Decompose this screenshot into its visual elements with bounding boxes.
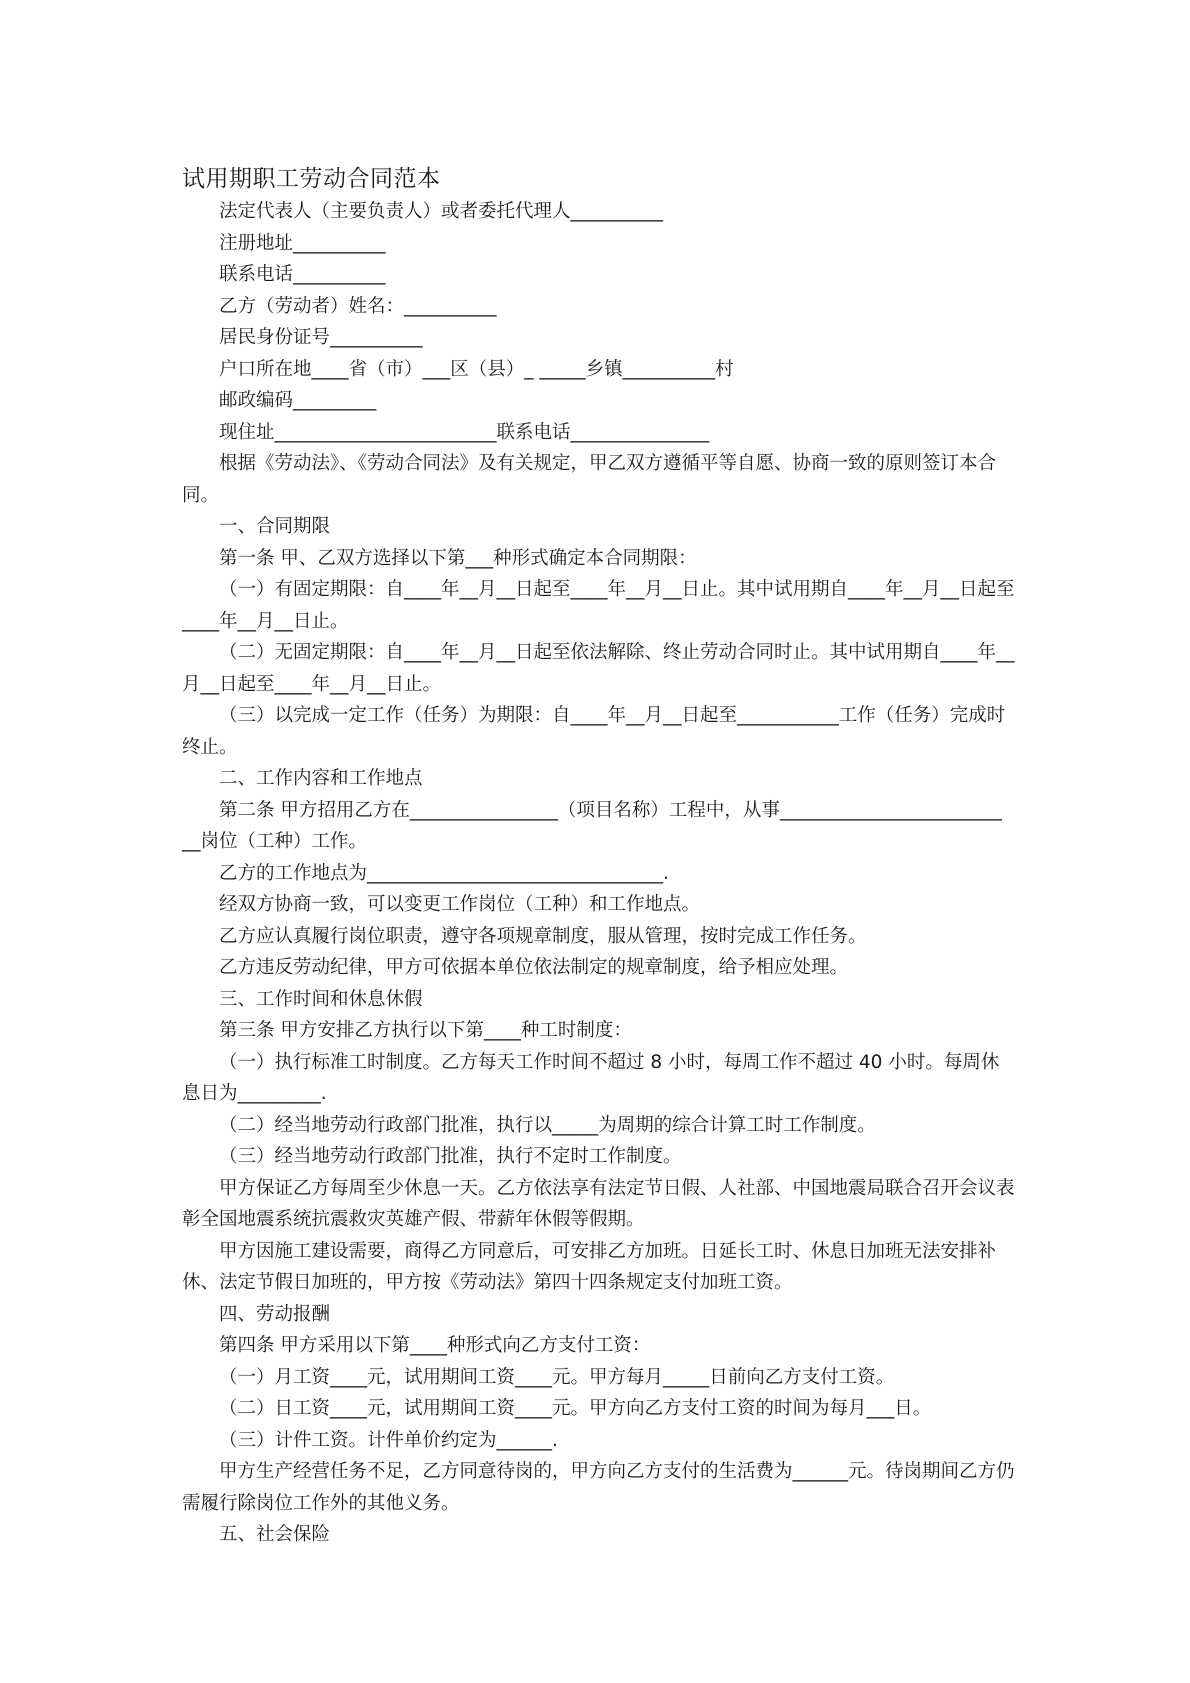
paragraph: 乙方违反劳动纪律，甲方可依据本单位依法制定的规章制度，给予相应处理。: [219, 957, 849, 978]
paragraph: 现住址________________________联系电话_______________: [219, 421, 710, 443]
paragraph: 甲方保证乙方每周至少休息一天。乙方依法享有法定节日假、人社部、中国地震局联合召开会议表彰全国地震系统抗震救灾英雄产假、带薪年休假等假期。: [182, 1177, 1015, 1230]
paragraph: （一）月工资____元，试用期间工资____元。甲方每月_____日前向乙方支付工资。: [219, 1366, 895, 1388]
paragraph: 二、工作内容和工作地点: [219, 768, 423, 789]
paragraph: 联系电话__________: [219, 264, 386, 285]
paragraph: （三）计件工资。计件单价约定为______.: [219, 1429, 558, 1451]
paragraph: 法定代表人（主要负责人）或者委托代理人__________: [219, 201, 664, 222]
paragraph: 第二条 甲方招用乙方在________________（项目名称）工程中，从事________________________ __岗位（工种）工作。: [182, 799, 1002, 852]
paragraph: （一）有固定期限：自____年__月__日起至____年__月__日止。其中试用期自____年__月__日起至____年__月__日止。: [182, 579, 1015, 632]
paragraph: 根据《劳动法》、《劳动合同法》及有关规定，甲乙双方遵循平等自愿、协商一致的原则签订本合同。: [182, 453, 997, 506]
paragraph: 乙方应认真履行岗位职责，遵守各项规章制度，服从管理，按时完成工作任务。: [219, 925, 867, 947]
paragraph: （二）无固定期限：自____年__月__日起至依法解除、终止劳动合同时止。其中试用期自____年__月__日起至____年__月__日止。: [182, 642, 1015, 695]
paragraph: 三、工作时间和休息休假: [219, 988, 423, 1010]
paragraph: 第一条 甲、乙双方选择以下第___种形式确定本合同期限：: [219, 547, 697, 569]
paragraph: 邮政编码_________: [219, 390, 377, 411]
paragraph: 四、劳动报酬: [219, 1303, 331, 1325]
paragraph: 乙方的工作地点为________________________________.: [219, 862, 669, 884]
paragraph: 注册地址__________: [219, 232, 386, 254]
paragraph: 居民身份证号__________: [219, 327, 423, 348]
paragraph: 一、合同期限: [219, 516, 331, 537]
paragraph: 第三条 甲方安排乙方执行以下第____种工时制度：: [219, 1020, 632, 1041]
paragraph: 乙方（劳动者）姓名：__________: [219, 295, 497, 317]
paragraph: （一）执行标准工时制度。乙方每天工作时间不超过 8 小时，每周工作不超过 40 小时。每周休息日为_________.: [182, 1051, 1000, 1104]
paragraph: 五、社会保险: [219, 1524, 331, 1545]
paragraph: （二）日工资____元，试用期间工资____元。甲方向乙方支付工资的时间为每月___日。: [219, 1398, 932, 1419]
paragraph: 第四条 甲方采用以下第____种形式向乙方支付工资：: [219, 1335, 651, 1356]
paragraph: 户口所在地____省（市）___区（县）_ _____乡镇__________村: [219, 358, 734, 380]
paragraph: 经双方协商一致，可以变更工作岗位（工种）和工作地点。: [219, 894, 701, 915]
paragraph: 甲方因施工建设需要，商得乙方同意后，可安排乙方加班。日延长工时、休息日加班无法安排补休、法定节假日加班的，甲方按《劳动法》第四十四条规定支付加班工资。: [182, 1240, 997, 1293]
paragraph: 甲方生产经营任务不足，乙方同意待岗的，甲方向乙方支付的生活费为______元。待岗期间乙方仍需履行除岗位工作外的其他义务。: [182, 1461, 1015, 1514]
document-title: 试用期职工劳动合同范本: [182, 166, 441, 192]
paragraph: （三）经当地劳动行政部门批准，执行不定时工作制度。: [219, 1146, 682, 1167]
document-body: [182, 196, 1017, 1551]
paragraph: （三）以完成一定工作（任务）为期限：自____年__月__日起至___________工作（任务）完成时终止。: [182, 705, 1006, 758]
paragraph: （二）经当地劳动行政部门批准，执行以_____为周期的综合计算工时工作制度。: [219, 1114, 876, 1136]
